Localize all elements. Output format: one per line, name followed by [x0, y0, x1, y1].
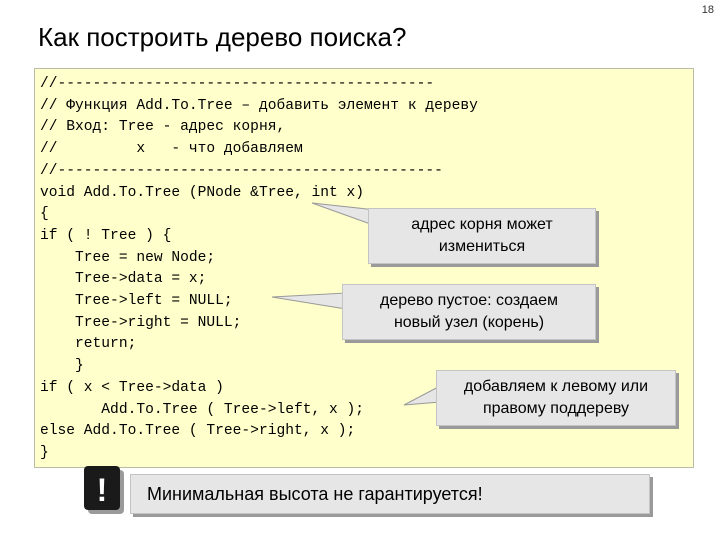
code-line: Add.To.Tree ( Tree->left, x );	[40, 401, 365, 418]
empty-callout-pointer	[272, 293, 346, 309]
page-title: Как построить дерево поиска?	[38, 22, 407, 52]
warning-text: Минимальная высота не гарантируется!	[147, 483, 483, 504]
code-line: Tree->left = NULL;	[40, 293, 233, 310]
code-line: //-------------------------------------------	[40, 76, 435, 92]
exclamation-icon	[84, 466, 128, 518]
code-line: }	[40, 358, 84, 375]
code-line: Tree->data = x;	[40, 271, 207, 288]
subtree-callout-pointer	[404, 386, 440, 405]
code-line: void Add.To.Tree (PNode &Tree, int x)	[40, 184, 365, 201]
slide-number: 18	[701, 4, 714, 16]
root-callout-pointer	[312, 203, 376, 226]
code-line: {	[40, 206, 49, 223]
code-line: Tree->right = NULL;	[40, 314, 242, 331]
code-line: }	[40, 444, 49, 461]
callout-empty-tree: дерево пустое: создаем новый узел (корень)	[342, 284, 596, 340]
code-line: else Add.To.Tree ( Tree->right, x );	[40, 423, 356, 440]
code-line: if ( x < Tree->data )	[40, 379, 224, 396]
code-line: // Функция Add.To.Tree – добавить элемент к дереву	[40, 97, 478, 114]
code-line: Tree = new Node;	[40, 249, 216, 266]
svg-text:!: !	[96, 472, 108, 508]
callout-root-change: адрес корня может измениться	[368, 208, 596, 264]
code-line: // x - что добавляем	[40, 141, 303, 158]
code-line: //--------------------------------------------	[40, 162, 443, 179]
warning-box	[130, 474, 650, 514]
code-line: if ( ! Tree ) {	[40, 227, 172, 244]
callout-add-subtree: добавляем к левому или правому поддереву	[436, 370, 676, 426]
code-line: return;	[40, 336, 137, 353]
code-line: // Вход: Tree - адрес корня,	[40, 119, 286, 136]
